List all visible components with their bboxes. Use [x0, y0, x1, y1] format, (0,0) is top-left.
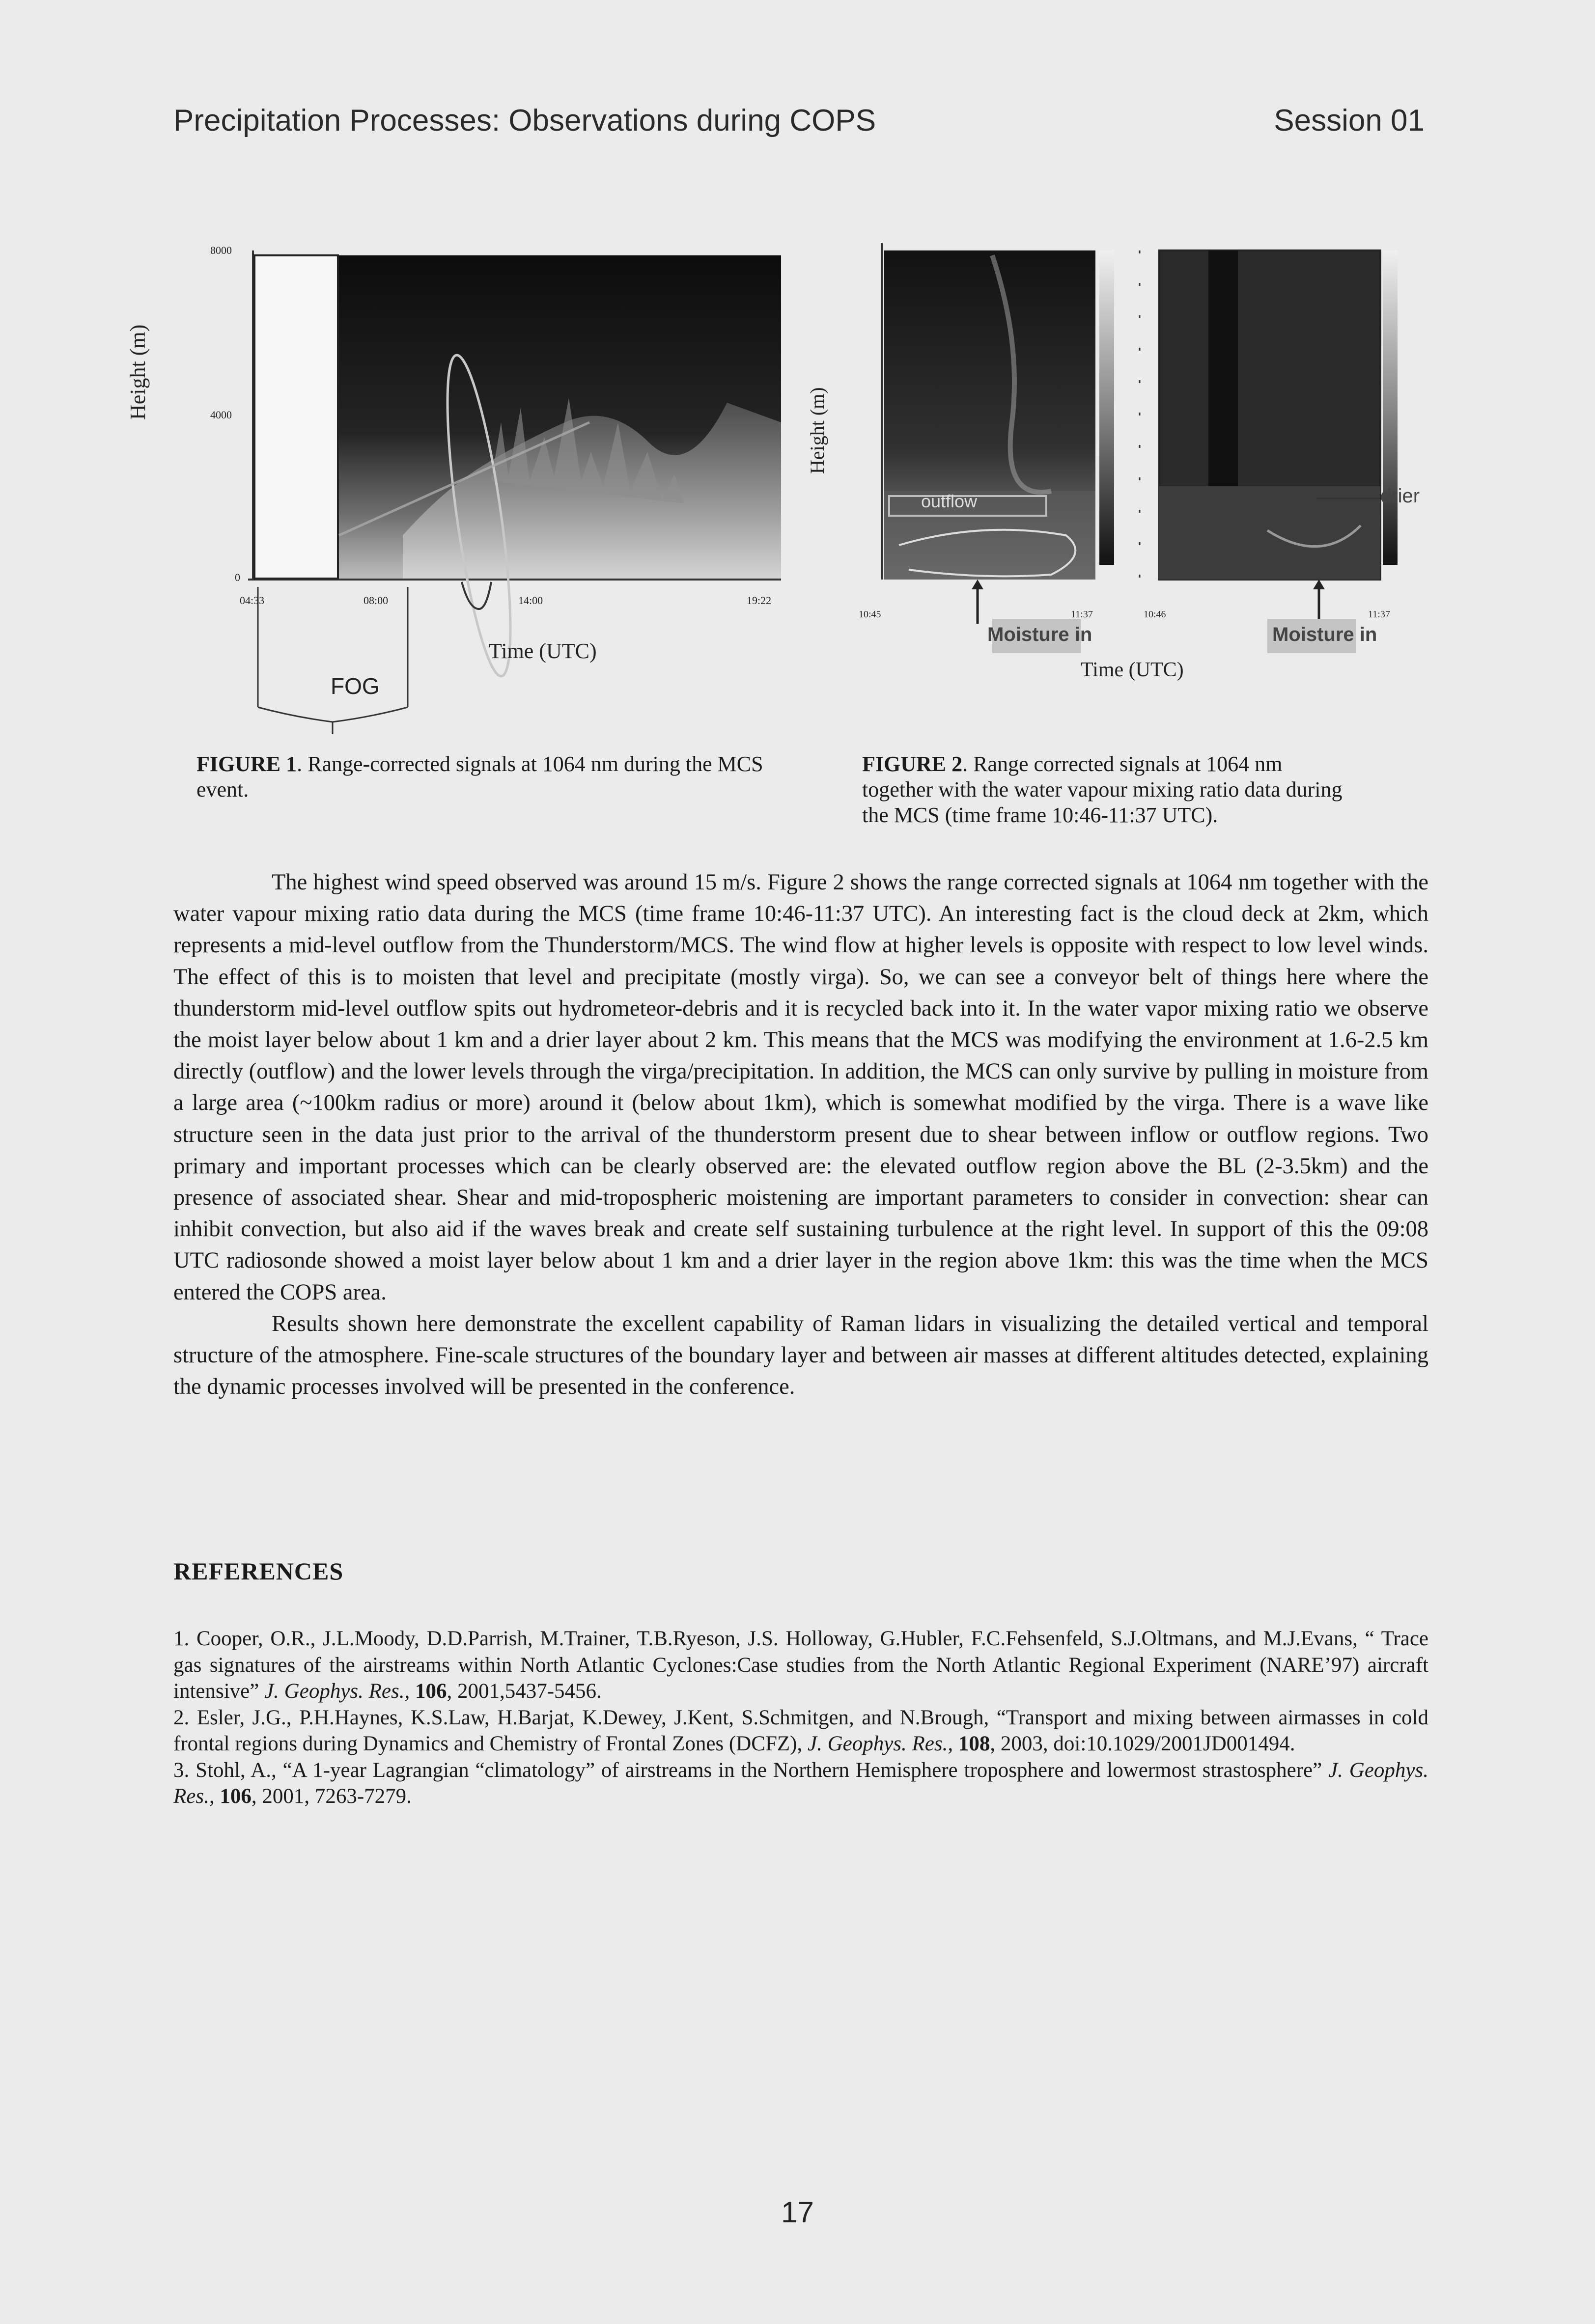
figure-2-x-tick: 11:37 — [1368, 609, 1390, 620]
page-number: 17 — [781, 2196, 814, 2229]
figure-2-caption-label: FIGURE 2 — [862, 752, 963, 776]
figure-1-x-axis-label: Time (UTC) — [489, 639, 597, 663]
figure-1-y-tick-mid: 4000 — [210, 409, 232, 421]
figure-2-outflow-label: outflow — [921, 491, 978, 511]
figure-1-caption-text: . Range-corrected signals at 1064 nm during the MCS event. — [196, 752, 763, 802]
figure-2-caption — [862, 751, 1353, 828]
figure-2-lidar-image — [835, 0, 1595, 751]
figure-1-caption-label: FIGURE 1 — [196, 752, 297, 776]
running-header-title: Precipitation Processes: Observations during COPS — [173, 104, 876, 138]
running-header-session: Session 01 — [1274, 104, 1425, 138]
figure-1-x-tick: 19:22 — [747, 594, 772, 607]
figure-1-caption — [196, 751, 811, 802]
reference-item: 3. Stohl, A., “A 1-year Lagrangian “climatology” of airstreams in the Northern Hemisphere troposphere and lowermost strastosphere” J. Geophys. Res., 106, 2001, 7263-7279. — [173, 1758, 1428, 1808]
figure-2-x-tick: 10:46 — [1144, 609, 1166, 620]
figure-1-y-tick-top: 8000 — [210, 244, 232, 256]
figure-1-y-tick-bottom: 0 — [235, 571, 240, 583]
body-paragraph: The highest wind speed observed was around 15 m/s. Figure 2 shows the range corrected signals at 1064 nm together with the water vapour mixing ratio data during the MCS (time frame 10:46-11:37 UTC). An interesting fact is the cloud deck at 2km, which represents a mid-level outflow from the Thunderstorm/MCS. The wind flow at higher levels is opposite with respect to low level winds. The effect of this is to moisten that level and precipitate (mostly virga). So, we can see a conveyor belt of things here where the thunderstorm mid-level outflow spits out hydrometeor-debris and it is recycled back into it. In the water vapor mixing ratio we observe the moist layer below about 1 km and a drier layer about 2 km. This means that the MCS was modifying the environment at 1.6-2.5 km directly (outflow) and the lower levels through the virga/precipitation. In addition, the MCS can only survive by pulling in moisture from a large area (~100km radius or more) around it (below about 1km), which is somewhat modified by the virga. There is a wave like structure seen in the data just prior to the arrival of the thunderstorm present due to shear between inflow or outflow regions. Two primary and important processes which can be clearly observed are: the elevated outflow region above the BL (2-3.5km) and the presence of associated shear. Shear and mid-tropospheric moistening are important parameters to consider in convection: shear can inhibit convection, but also aid if the waves break and create self sustaining turbulence at the right level. In support of this the 09:08 UTC radiosonde showed a moist layer below about 1 km and a drier layer in the region above 1km: this was the time when the MCS entered the COPS area. — [173, 870, 1428, 1305]
figure-2-x-tick: 10:45 — [859, 609, 881, 620]
figure-2-x-axis-label: Time (UTC) — [1081, 659, 1184, 681]
figure-1-x-tick: 14:00 — [518, 594, 543, 607]
figure-2-y-axis-label: Height (m) — [806, 387, 828, 474]
figure-area — [0, 0, 1595, 859]
figure-1-fog-label: FOG — [331, 673, 380, 699]
reference-item: 1. Cooper, O.R., J.L.Moody, D.D.Parrish, M.Trainer, T.B.Ryeson, J.S. Holloway, G.Hubler, F.C.Fehsenfeld, S.J.Oltmans, and M.J.Evans, “ Trace gas signatures of the airstreams within North Atlantic Cyclones:Case studies from the North Atlantic Regional Experiment (NARE’97) aircraft intensive” J. Geophys. Res., 106, 2001,5437-5456. — [173, 1627, 1428, 1703]
body-paragraph: Results shown here demonstrate the excellent capability of Raman lidars in visualizing the detailed vertical and temporal structure of the atmosphere. Fine-scale structures of the boundary layer and between air masses at different altitudes detected, explaining the dynamic processes involved will be presented in the conference. — [173, 1311, 1428, 1400]
references-list — [173, 1626, 1428, 1810]
body-text — [173, 867, 1428, 1403]
reference-item: 2. Esler, J.G., P.H.Haynes, K.S.Law, H.Barjat, K.Dewey, J.Kent, S.Schmitgen, and N.Brough, “Transport and mixing between airmasses in cold frontal regions during Dynamics and Chemistry of Frontal Zones (DCFZ), J. Geophys. Res., 108, 2003, doi:10.1029/2001JD001494. — [173, 1706, 1428, 1755]
figure-1-x-tick: 08:00 — [364, 594, 389, 607]
figure-2-caption-text: . Range corrected signals at 1064 nm together with the water vapour mixing ratio data during the MCS (time frame 10:46-11:37 UTC). — [862, 752, 1343, 827]
figure-2-x-tick: 11:37 — [1071, 609, 1093, 620]
figure-1-y-axis-label: Height (m) — [126, 324, 150, 420]
figure-2-moisture-label: Moisture in — [1272, 624, 1377, 645]
figure-2-drier-label: drier — [1380, 485, 1420, 507]
figure-2-moisture-label: Moisture in — [987, 624, 1092, 645]
figure-1-x-tick: 04:33 — [240, 594, 265, 607]
references-heading: REFERENCES — [173, 1557, 344, 1585]
